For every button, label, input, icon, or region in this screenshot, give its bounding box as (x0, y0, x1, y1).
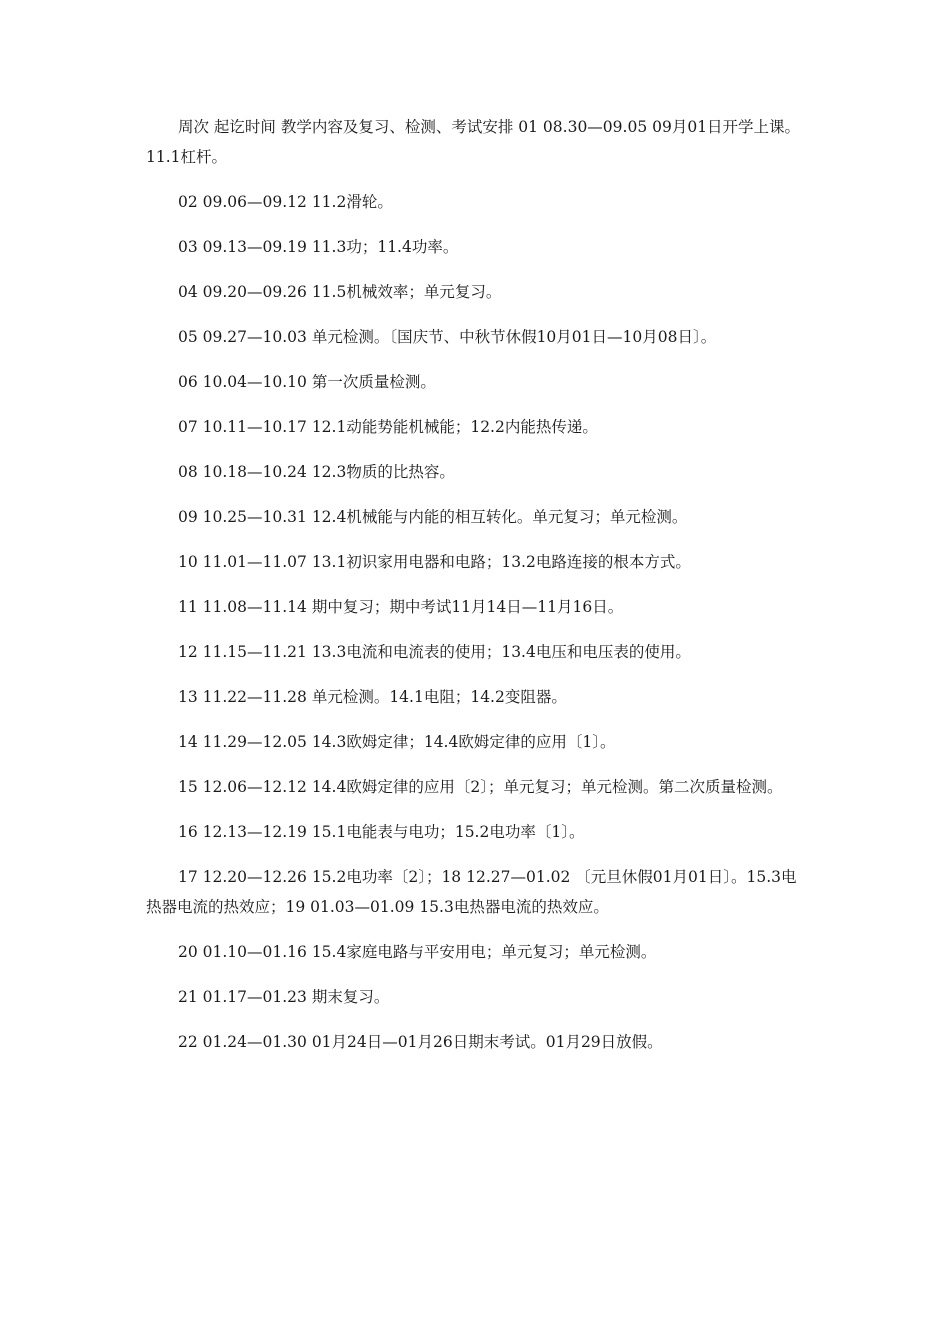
paragraph-week-14: 14 11.29—12.05 14.3欧姆定律；14.4欧姆定律的应用〔1〕。 (178, 733, 616, 751)
paragraph-week-15: 15 12.06—12.12 14.4欧姆定律的应用〔2〕；单元复习；单元检测。第二次质量检测。 (178, 778, 783, 796)
paragraph-week-08: 08 10.18—10.24 12.3物质的比热容。 (178, 463, 455, 481)
paragraph-week-20: 20 01.10—01.16 15.4家庭电路与平安用电；单元复习；单元检测。 (178, 943, 657, 961)
paragraph-week-12: 12 11.15—11.21 13.3电流和电流表的使用；13.4电压和电压表的使用。 (178, 643, 691, 661)
paragraph-week-21: 21 01.17—01.23 期末复习。 (178, 988, 390, 1006)
paragraph-week-04: 04 09.20—09.26 11.5机械效率；单元复习。 (178, 283, 502, 301)
paragraph-header-week-01: 周次 起讫时间 教学内容及复习、检测、考试安排 01 08.30—09.05 09月01日开学上课。11.1杠杆。 (146, 118, 801, 166)
paragraph-week-09: 09 10.25—10.31 12.4机械能与内能的相互转化。单元复习；单元检测。 (178, 508, 688, 526)
paragraph-week-17-19: 17 12.20—12.26 15.2电功率〔2〕；18 12.27—01.02 〔元旦休假01月01日〕。15.3电热器电流的热效应；19 01.03—01.09 15.3电热器电流的热效应。 (146, 868, 797, 916)
paragraph-week-16: 16 12.13—12.19 15.1电能表与电功；15.2电功率〔1〕。 (178, 823, 585, 841)
paragraph-week-11: 11 11.08—11.14 期中复习；期中考试11月14日—11月16日。 (178, 598, 624, 616)
paragraph-week-03: 03 09.13—09.19 11.3功；11.4功率。 (178, 238, 459, 256)
schedule-document (146, 112, 806, 1072)
paragraph-week-02: 02 09.06—09.12 11.2滑轮。 (178, 193, 393, 211)
paragraph-week-22: 22 01.24—01.30 01月24日—01月26日期末考试。01月29日放假。 (178, 1033, 663, 1051)
paragraph-week-06: 06 10.04—10.10 第一次质量检测。 (178, 373, 436, 391)
paragraph-week-05: 05 09.27—10.03 单元检测。〔国庆节、中秋节休假10月01日—10月08日〕。 (178, 328, 717, 346)
paragraph-week-10: 10 11.01—11.07 13.1初识家用电器和电路；13.2电路连接的根本方式。 (178, 553, 691, 571)
paragraph-week-07: 07 10.11—10.17 12.1动能势能机械能；12.2内能热传递。 (178, 418, 598, 436)
paragraph-week-13: 13 11.22—11.28 单元检测。14.1电阻；14.2变阻器。 (178, 688, 567, 706)
